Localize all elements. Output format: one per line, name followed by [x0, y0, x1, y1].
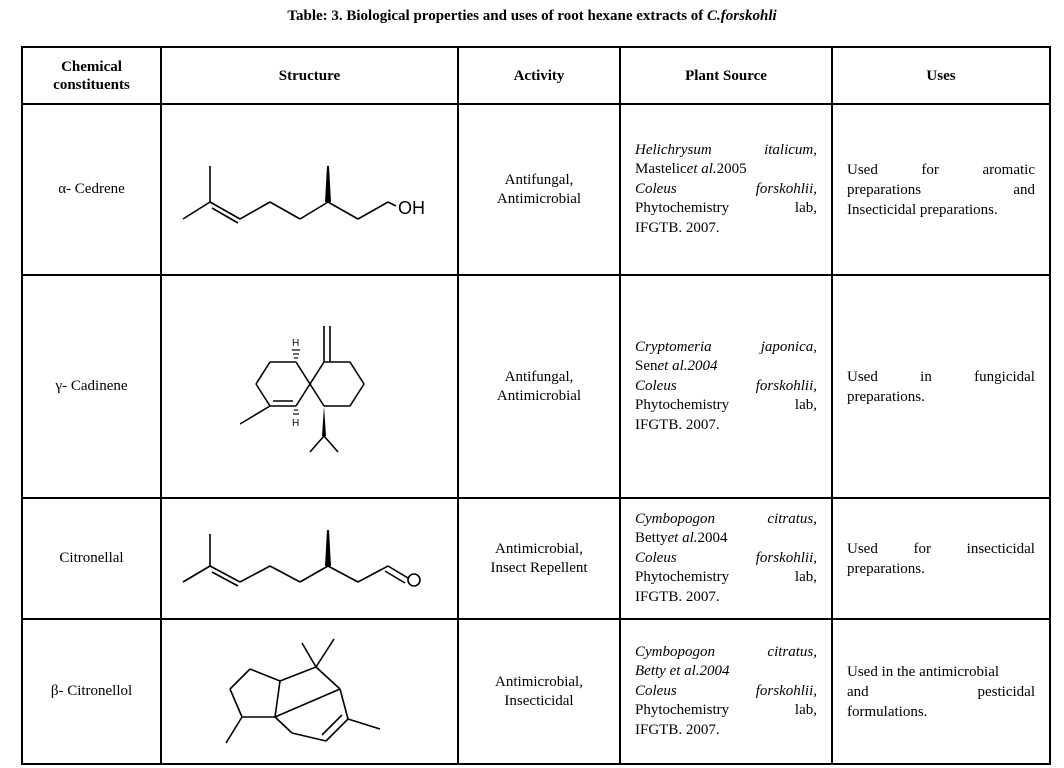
source-text: et al. [686, 161, 717, 178]
source-text: Phytochemistry [635, 200, 730, 217]
activity-line: Antifungal, [504, 368, 574, 385]
uses-text: Used [847, 161, 878, 178]
structure-cell [161, 619, 458, 764]
source-text: Phytochemistry [635, 569, 730, 586]
source-text: Coleus [635, 682, 677, 699]
activity-cell [458, 498, 620, 619]
source-text: citratus, [767, 643, 817, 660]
source-text: lab, [794, 569, 817, 586]
uses-text: fungicidal [974, 368, 1035, 385]
activity-cell [458, 104, 620, 275]
source-cell [620, 275, 832, 498]
uses-text: and [847, 683, 869, 700]
source-text: japonica, [760, 338, 817, 355]
uses-cell [832, 498, 1050, 619]
citronellol-structure-image [220, 629, 400, 749]
activity-line: Insecticidal [504, 692, 574, 709]
source-text: Helichrysum [635, 141, 712, 158]
source-text: IFGTB. 2007. [635, 416, 720, 433]
structure-cell [161, 498, 458, 619]
uses-text: formulations. [847, 703, 928, 720]
source-text: et al. [667, 530, 698, 547]
source-text: 2004 [697, 530, 728, 547]
uses-text: Used [847, 368, 878, 385]
source-cell [620, 104, 832, 275]
table-row [22, 619, 1050, 764]
uses-text: aromatic [982, 161, 1035, 178]
uses-text: Used in the antimicrobial [847, 663, 1000, 680]
source-text: forskohlii, [755, 549, 817, 566]
source-text: Betty et al.2004 [635, 663, 730, 680]
uses-text: for [913, 540, 931, 557]
source-text: IFGTB. 2007. [635, 588, 720, 605]
caption-species: C.forskohli [707, 8, 777, 24]
source-text: IFGTB. 2007. [635, 219, 720, 236]
source-text: lab, [794, 702, 817, 719]
source-text: forskohlii, [755, 377, 817, 394]
source-text: forskohlii, [755, 682, 817, 699]
activity-line: Insect Repellent [490, 559, 588, 576]
activity-line: Antimicrobial, [495, 673, 583, 690]
source-text: lab, [794, 200, 817, 217]
citronellal-structure-image [180, 516, 440, 596]
activity-line: Antimicrobial, [495, 540, 583, 557]
properties-table [21, 46, 1051, 765]
header-source: Plant Source [620, 47, 832, 104]
table-row [22, 275, 1050, 498]
header-row [22, 47, 1050, 104]
source-text: Coleus [635, 377, 677, 394]
uses-text: and [1013, 181, 1035, 198]
header-constituents: Chemical constituents [22, 47, 161, 104]
source-text: Mastelic [635, 161, 687, 178]
source-text: 2005 [716, 161, 747, 178]
source-text: Cryptomeria [635, 338, 712, 355]
cedrene-structure-image [180, 142, 440, 232]
uses-text: Used [847, 540, 878, 557]
source-text: Sen [635, 358, 658, 375]
source-text: Phytochemistry [635, 702, 730, 719]
source-text: italicum, [764, 141, 817, 158]
structure-cell [161, 104, 458, 275]
uses-text: pesticidal [977, 683, 1035, 700]
structure-cell [161, 275, 458, 498]
table-row [22, 104, 1050, 275]
uses-text: preparations. [847, 388, 925, 405]
cadinene-structure-image [240, 314, 380, 454]
uses-text: preparations [847, 181, 922, 198]
source-text: Betty [635, 530, 668, 547]
source-text: forskohlii, [755, 180, 817, 197]
constituent-name: γ- Cadinene [22, 275, 161, 498]
uses-cell [832, 275, 1050, 498]
uses-text: in [920, 368, 932, 385]
activity-line: Antimicrobial [496, 387, 582, 404]
source-cell [620, 619, 832, 764]
activity-line: Antimicrobial [496, 190, 582, 207]
hydrogen-label: H [291, 338, 299, 349]
header-activity: Activity [458, 47, 620, 104]
source-text: Coleus [635, 180, 677, 197]
caption-main: Table: 3. Biological properties and uses of root hexane extracts of [287, 8, 708, 24]
table-row [22, 498, 1050, 619]
source-text: Cymbopogon [635, 510, 715, 527]
constituent-name: α- Cedrene [22, 104, 161, 275]
hydroxyl-label: OH [397, 198, 425, 218]
source-text: citratus, [767, 510, 817, 527]
header-structure: Structure [161, 47, 458, 104]
hydrogen-label: H [291, 418, 299, 429]
source-text: IFGTB. 2007. [635, 721, 720, 738]
activity-cell [458, 275, 620, 498]
uses-text: Insecticidal preparations. [847, 201, 998, 218]
uses-text: preparations. [847, 560, 925, 577]
activity-line: Antifungal, [504, 171, 574, 188]
header-uses: Uses [832, 47, 1050, 104]
source-text: Cymbopogon [635, 643, 715, 660]
uses-text: insecticidal [966, 540, 1035, 557]
constituent-name: β- Citronellol [22, 619, 161, 764]
uses-text: for [921, 161, 939, 178]
uses-cell [832, 619, 1050, 764]
constituent-name: Citronellal [22, 498, 161, 619]
table-caption [0, 8, 1064, 25]
uses-cell [832, 104, 1050, 275]
source-text: lab, [794, 397, 817, 414]
source-text: Coleus [635, 549, 677, 566]
activity-cell [458, 619, 620, 764]
source-text: et al.2004 [657, 358, 718, 375]
source-cell [620, 498, 832, 619]
source-text: Phytochemistry [635, 397, 730, 414]
